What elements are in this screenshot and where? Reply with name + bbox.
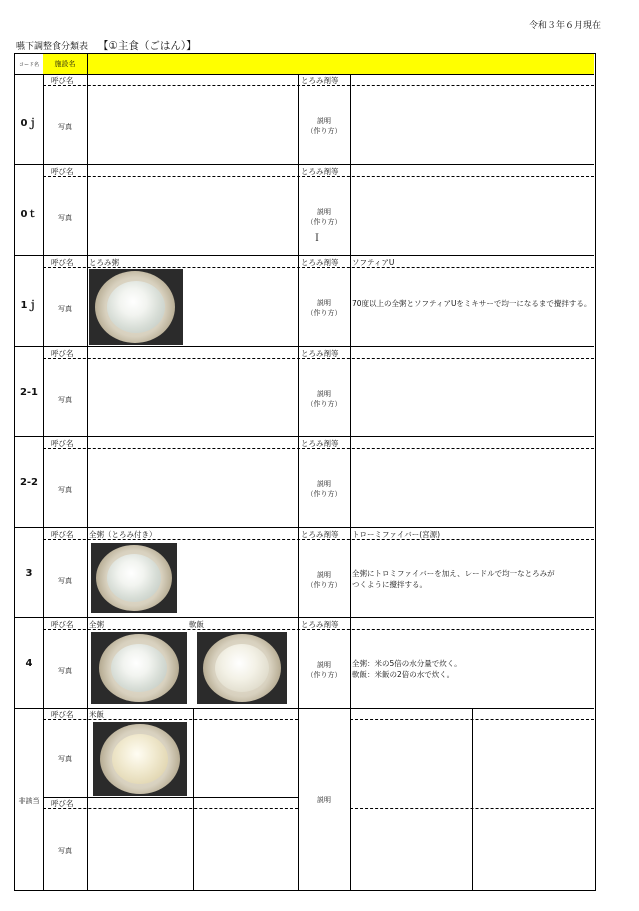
code-value: 2-1 (19, 387, 39, 398)
name-label: 呼び名 (51, 258, 74, 267)
description-text: 70度以上の全粥とソフティアUをミキサーで均一になるまで攪拌する。 (352, 299, 592, 308)
thickener-value: トローミファイバー(宮源) (352, 530, 441, 539)
explanation-label: 説明 （作り方） (306, 480, 342, 498)
text-cursor-icon: Ｉ (312, 233, 322, 244)
explanation-label: 説明 （作り方） (306, 117, 342, 135)
photo-label: 写真 (58, 755, 72, 763)
rice-porridge-photo (89, 269, 183, 345)
soft-rice-photo (197, 632, 287, 704)
thickener-label: とろみ剤等 (301, 530, 339, 539)
explanation-label: 説明 （作り方） (306, 299, 342, 317)
code-value: 0ｊ (20, 118, 38, 129)
code-header: コード名 (15, 54, 44, 74)
photo-label: 写真 (58, 577, 72, 585)
table-row (15, 618, 594, 709)
photo-label: 写真 (58, 214, 72, 222)
classification-table (14, 53, 596, 891)
code-value: 0ｔ (20, 209, 38, 220)
photo-label: 写真 (58, 667, 72, 675)
explanation-label: 説明 （作り方） (306, 390, 342, 408)
explanation-label: 説明 (317, 796, 331, 804)
date-text: 令和３年６月現在 (528, 21, 601, 31)
name-value-a: 全粥 (89, 620, 104, 629)
name-label: 呼び名 (51, 530, 74, 539)
photo-label: 写真 (58, 123, 72, 131)
name-label: 呼び名 (51, 710, 74, 719)
thickener-label: とろみ剤等 (301, 76, 339, 85)
plain-rice-photo (93, 722, 187, 796)
photo-label: 写真 (58, 847, 72, 855)
table-row (15, 437, 594, 528)
code-value: 1ｊ (20, 300, 38, 311)
table-row (15, 709, 594, 890)
name-value: 全粥（とろみ付き） (89, 530, 157, 539)
table-row (15, 74, 594, 165)
code-value: 2-2 (19, 477, 39, 488)
title-sub: 【①主食（ごはん）】 (98, 40, 197, 52)
name-label: 呼び名 (51, 439, 74, 448)
description-text: 全粥にトロミファイバーを加え、レードルで均一なとろみが つくように攪拌する。 (352, 569, 555, 589)
description-text: 全粥：米の5倍の水分量で炊く。 軟飯：米飯の2倍の水で炊く。 (352, 659, 462, 679)
thickener-label: とろみ剤等 (301, 349, 339, 358)
photo-label: 写真 (58, 305, 72, 313)
photo-label: 写真 (58, 396, 72, 404)
code-value: 4 (25, 658, 33, 669)
header-row (15, 54, 594, 75)
porridge-photo (91, 632, 187, 704)
name-label: 呼び名 (51, 167, 74, 176)
thickened-porridge-photo (91, 543, 177, 613)
name-value: 米飯 (89, 710, 104, 719)
name-label: 呼び名 (51, 799, 74, 808)
explanation-label: 説明 （作り方） (306, 661, 342, 679)
facility-input[interactable] (88, 54, 594, 74)
code-value: 3 (25, 568, 33, 579)
document-title (16, 38, 197, 53)
title-main: 嚥下調整食分類表 (16, 42, 89, 52)
thickener-label: とろみ剤等 (301, 258, 339, 267)
name-value: とろみ粥 (89, 258, 119, 267)
name-label: 呼び名 (51, 349, 74, 358)
thickener-label: とろみ剤等 (301, 620, 339, 629)
table-row (15, 528, 594, 618)
thickener-value: ソフティアU (352, 258, 395, 267)
table-row (15, 347, 594, 437)
explanation-label: 説明 （作り方） (306, 208, 342, 226)
explanation-label: 説明 （作り方） (306, 571, 342, 589)
thickener-label: とろみ剤等 (301, 439, 339, 448)
name-value-b: 軟飯 (189, 620, 204, 629)
photo-label: 写真 (58, 486, 72, 494)
name-label: 呼び名 (51, 620, 74, 629)
name-label: 呼び名 (51, 76, 74, 85)
code-value: 非該当 (18, 797, 40, 805)
facility-label: 施設名 (43, 54, 88, 74)
table-row (15, 165, 594, 256)
thickener-label: とろみ剤等 (301, 167, 339, 176)
table-row (15, 256, 594, 347)
